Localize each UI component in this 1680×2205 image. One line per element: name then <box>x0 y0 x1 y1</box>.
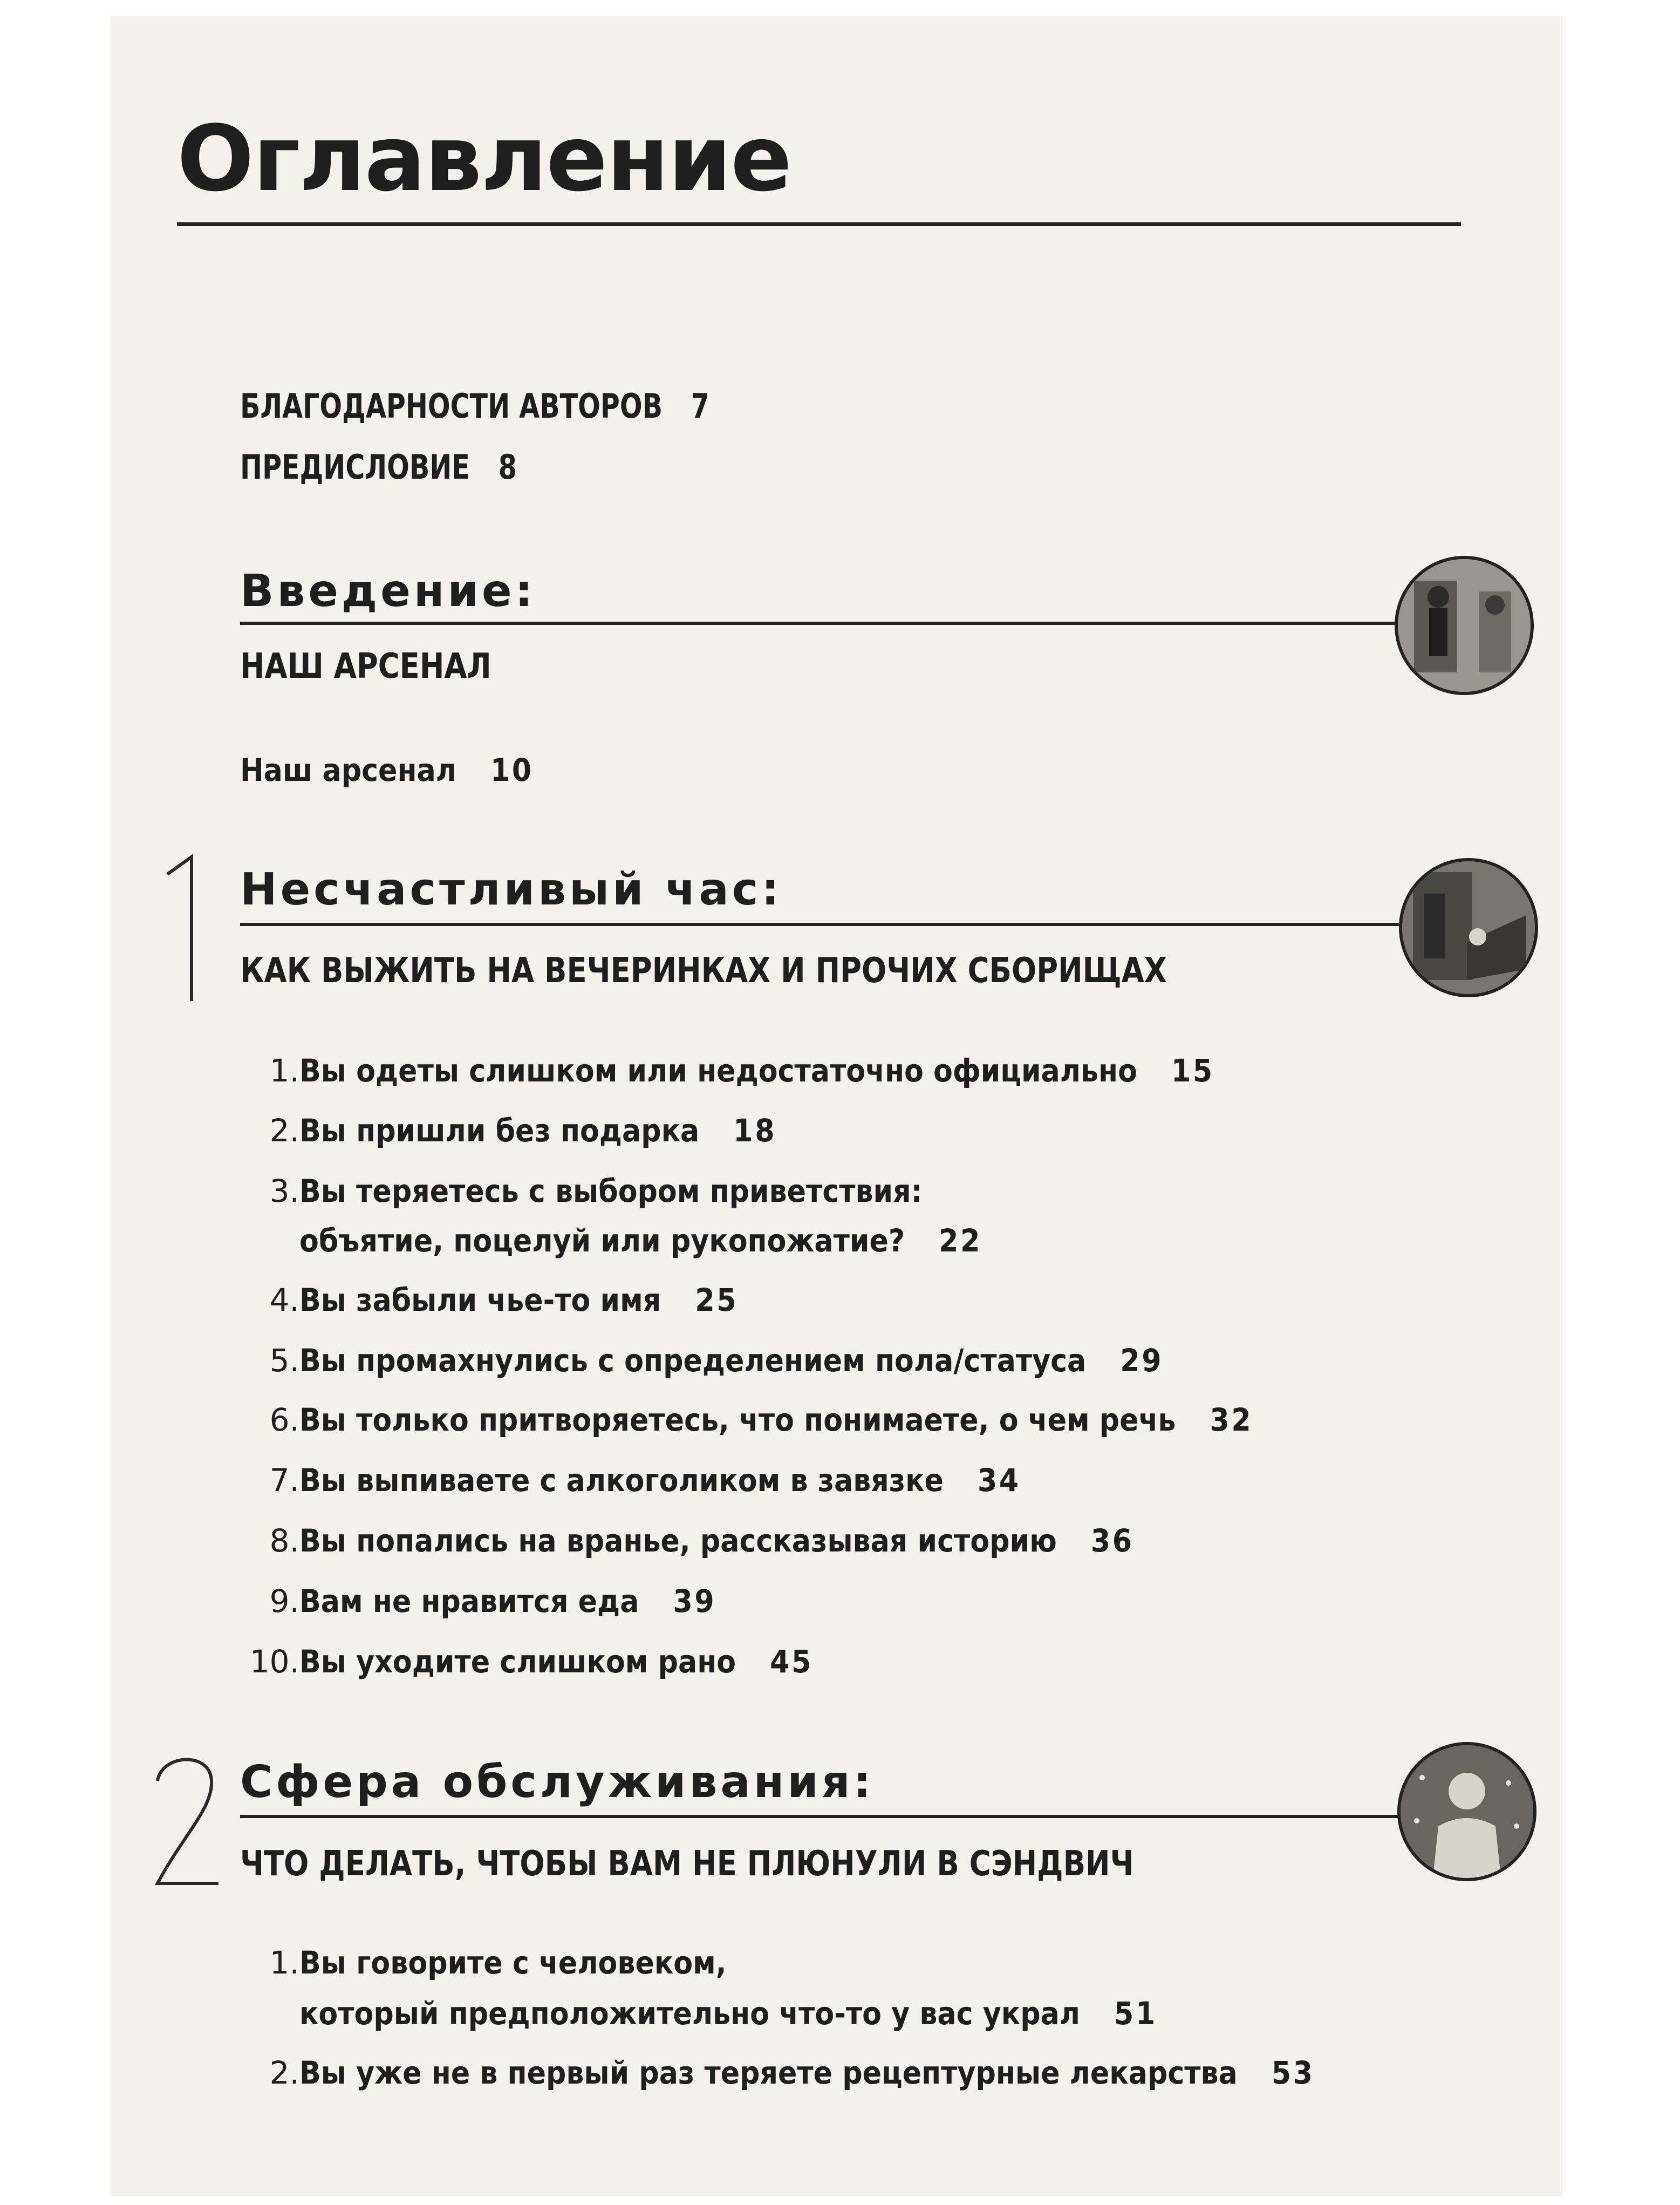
chapter2-title: Сфера обслуживания: <box>240 1757 875 1808</box>
chapter2-illustration-icon <box>1397 1742 1536 1881</box>
front-matter-page: 7 <box>691 386 709 426</box>
toc-entry-label: который предположительно что-то у вас украл <box>299 1995 1081 2032</box>
toc-entry-label: Вы уходите слишком рано <box>299 1643 736 1680</box>
toc-entry-label: Вы теряетесь с выбором приветствия: <box>299 1173 923 1209</box>
toc-entry-label: Вам не нравится еда <box>299 1583 639 1619</box>
intro-title: Введение: <box>240 566 536 617</box>
toc-entry-label: Вы говорите с человеком, <box>299 1944 727 1981</box>
entry-number: 3. <box>269 1173 299 1209</box>
entry-number: 6. <box>269 1401 299 1438</box>
toc-entry-label: Вы уже не в первый раз теряете рецептурные лекарства <box>299 2054 1238 2091</box>
toc-entry <box>299 1112 777 1149</box>
intro-entry-label: Наш арсенал <box>240 752 456 788</box>
toc-entry-continuation <box>299 1995 1157 2032</box>
toc-entry <box>299 1643 813 1680</box>
toc-entry-page: 32 <box>1210 1401 1253 1438</box>
intro-entry-page: 10 <box>490 752 534 788</box>
toc-entry <box>299 1175 923 1207</box>
title-rule <box>177 222 1461 226</box>
intro-rule <box>240 622 1416 625</box>
entry-number: 1. <box>269 1944 299 1981</box>
intro-subtitle: НАШ АРСЕНАЛ <box>240 646 491 686</box>
toc-entry <box>299 2054 1315 2091</box>
chapter1-title: Несчастливый час: <box>240 864 783 915</box>
toc-entry <box>299 1284 738 1316</box>
intro-entry <box>240 754 534 786</box>
entry-number: 10. <box>249 1643 299 1680</box>
chapter1-rule <box>240 923 1416 926</box>
intro-illustration-icon <box>1395 556 1534 695</box>
entry-number: 9. <box>269 1583 299 1619</box>
toc-entry-label: Вы только притворяетесь, что понимаете, о чем речь <box>299 1401 1176 1438</box>
toc-entry-page: 22 <box>939 1222 982 1259</box>
front-matter-label: БЛАГОДАРНОСТИ АВТОРОВ <box>240 386 663 426</box>
chapter2-rule <box>240 1815 1416 1818</box>
toc-entry-page: 36 <box>1090 1522 1134 1559</box>
toc-entry-page: 51 <box>1114 1995 1157 2032</box>
toc-entry <box>299 1401 1253 1438</box>
entry-number: 7. <box>269 1462 299 1499</box>
front-matter-label: ПРЕДИСЛОВИЕ <box>240 447 470 487</box>
chapter1-illustration-icon <box>1399 858 1538 997</box>
toc-entry-page: 34 <box>977 1462 1021 1499</box>
chapter1-subtitle: КАК ВЫЖИТЬ НА ВЕЧЕРИНКАХ И ПРОЧИХ СБОРИЩАХ <box>240 951 1167 991</box>
toc-entry-continuation <box>299 1222 982 1259</box>
front-matter-page: 8 <box>498 447 517 487</box>
toc-entry <box>299 1052 1214 1089</box>
entry-number: 1. <box>269 1052 299 1089</box>
entry-number: 2. <box>269 1112 299 1149</box>
toc-entry <box>299 1944 727 1981</box>
toc-entry-label: объятие, поцелуй или рукопожатие? <box>299 1222 905 1259</box>
toc-entry-page: 29 <box>1120 1342 1164 1379</box>
toc-entry-label: Вы пришли без подарка <box>299 1112 700 1149</box>
chapter2-subtitle: ЧТО ДЕЛАТЬ, ЧТОБЫ ВАМ НЕ ПЛЮНУЛИ В СЭНДВИЧ <box>240 1844 1134 1884</box>
toc-entry-page: 39 <box>673 1583 716 1619</box>
toc-entry-label: Вы забыли чье-то имя <box>299 1282 661 1318</box>
chapter2-number <box>151 1748 221 1889</box>
toc-entry <box>299 1585 716 1617</box>
front-matter-item <box>240 386 709 426</box>
toc-entry-page: 45 <box>770 1643 813 1680</box>
toc-entry-label: Вы выпиваете с алкоголиком в завязке <box>299 1462 944 1499</box>
toc-entry <box>299 1342 1164 1379</box>
toc-entry <box>299 1522 1134 1559</box>
toc-entry-label: Вы попались на вранье, рассказывая историю <box>299 1522 1057 1559</box>
page-title: Оглавление <box>177 106 791 212</box>
toc-entry-page: 25 <box>695 1282 739 1318</box>
chapter1-number <box>162 853 210 1004</box>
entry-number: 4. <box>269 1282 299 1318</box>
toc-entry-page: 18 <box>733 1112 777 1149</box>
toc-entry <box>299 1462 1021 1499</box>
entry-number: 2. <box>269 2054 299 2091</box>
entry-number: 5. <box>269 1342 299 1379</box>
toc-entry-page: 53 <box>1271 2054 1315 2091</box>
toc-entry-page: 15 <box>1171 1052 1214 1089</box>
front-matter-item <box>240 447 517 487</box>
entry-number: 8. <box>269 1522 299 1559</box>
toc-entry-label: Вы одеты слишком или недостаточно официально <box>299 1052 1137 1089</box>
toc-entry-label: Вы промахнулись с определением пола/статуса <box>299 1342 1087 1379</box>
